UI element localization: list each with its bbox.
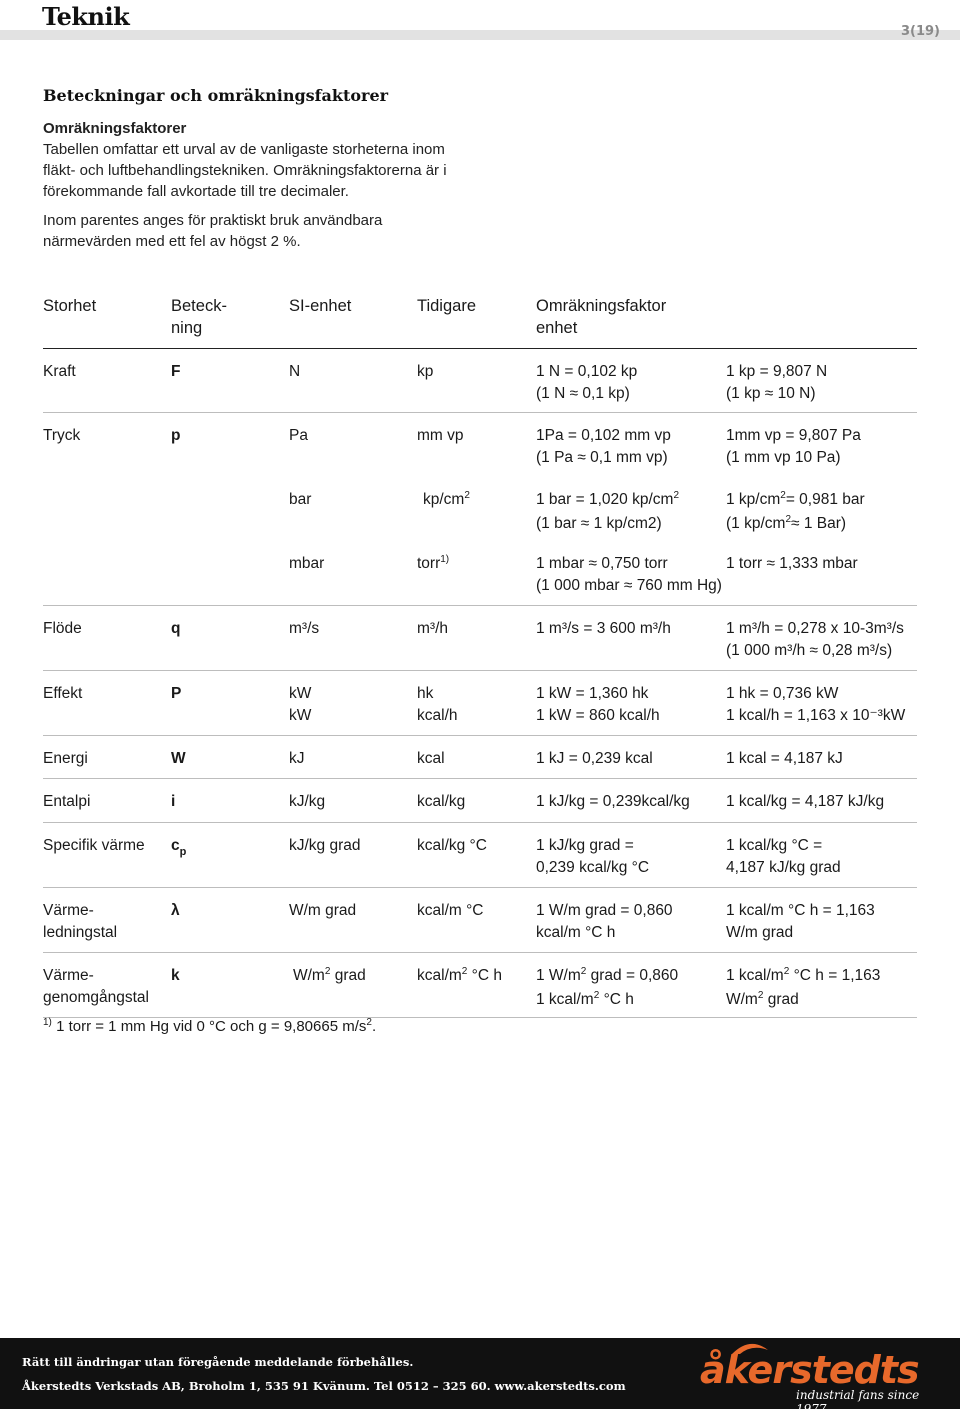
cell-factor-1 <box>536 965 678 1012</box>
unit-text: °C h <box>467 967 502 984</box>
factor-line: 1 N = 0,102 kp <box>536 363 638 380</box>
factor-line: 4,187 kJ/kg grad <box>726 858 841 876</box>
superscript: 2 <box>780 490 786 501</box>
header-omrakning <box>536 296 666 339</box>
unit-text: kp/cm <box>423 491 465 508</box>
cell-storhet <box>43 965 149 1008</box>
table-header <box>43 292 917 349</box>
factor-line: (1 bar ≈ 1 kp/cm2) <box>536 514 662 532</box>
cell-storhet: Energi <box>43 750 88 767</box>
cell-factor-1: 1 kJ = 0,239 kcal <box>536 750 653 767</box>
page-footer <box>0 1338 960 1416</box>
superscript: 2 <box>783 966 790 977</box>
cell-symbol: i <box>171 793 176 810</box>
cell-tidigare <box>417 683 458 726</box>
cell-symbol: k <box>171 967 180 984</box>
cell-symbol: λ <box>171 902 180 919</box>
cell-tidigare: kp <box>417 363 434 380</box>
factor-line <box>536 989 678 1013</box>
cell-si <box>289 683 311 726</box>
factor-line <box>726 965 880 989</box>
superscript: 2 <box>673 490 679 501</box>
factor-text: 1 bar = 1,020 kp/cm <box>536 491 674 508</box>
table-row <box>43 823 917 888</box>
superscript: 1) <box>440 554 450 565</box>
factor-line: (1 mm vp 10 Pa) <box>726 448 841 466</box>
page-number: 3(19) <box>900 24 940 39</box>
factor-text: 1 W/m <box>536 967 581 984</box>
cell-storhet: Entalpi <box>43 793 91 810</box>
superscript: 2 <box>464 490 470 501</box>
factor-line: 1 kW = 1,360 hk <box>536 685 649 702</box>
cell-symbol: F <box>171 363 181 380</box>
cell-factor-2 <box>726 618 904 661</box>
factor-text: 1 kcal/m <box>536 990 594 1008</box>
factor-line: (1 N ≈ 0,1 kp) <box>536 384 630 402</box>
factor-line: kcal/m °C h <box>536 923 616 941</box>
unit-line: kW <box>289 706 312 724</box>
superscript: 2 <box>757 989 764 1001</box>
header-beteckning-line2: ning <box>171 318 203 337</box>
subscript: p <box>179 846 187 858</box>
table-row <box>43 349 917 413</box>
intro-text <box>43 118 473 252</box>
header-bar <box>0 30 960 40</box>
header-omrakning-line2: enhet <box>536 318 578 337</box>
intro-subhead: Omräkningsfaktorer <box>43 120 187 137</box>
intro-paragraph-2: Inom parentes anges för praktiskt bruk användbara närmevärden med ett fel av högst 2 %. <box>43 212 383 250</box>
unit-line: kW <box>289 685 312 702</box>
storhet-line: ledningstal <box>43 923 118 941</box>
cell-tidigare: kcal/m °C <box>417 902 484 919</box>
factor-line: 1 kW = 860 kcal/h <box>536 706 660 724</box>
factor-line: 1 m³/h = 0,278 x 10-3m³/s <box>726 620 904 637</box>
cell-storhet: Kraft <box>43 363 76 380</box>
unit-text: torr <box>417 555 441 572</box>
cell-factor-2 <box>726 965 880 1012</box>
unit-text: kcal/m <box>417 967 462 984</box>
cell-tidigare: kcal <box>417 750 445 767</box>
factor-line: 1 mbar ≈ 0,750 torr <box>536 555 668 572</box>
cell-symbol: P <box>171 685 182 702</box>
factor-line: 1 kcal/m °C h = 1,163 <box>726 902 875 919</box>
superscript: 2 <box>324 966 331 977</box>
cell-factor-2 <box>726 361 827 404</box>
cell-storhet: Tryck <box>43 427 81 444</box>
conversion-table <box>43 292 917 1018</box>
factor-line: 1 W/m grad = 0,860 <box>536 902 673 919</box>
storhet-line: genomgångstal <box>43 988 149 1006</box>
cell-symbol <box>171 835 186 859</box>
footnote-text: 1 torr = 1 mm Hg vid 0 °C och g = 9,80665 m/s <box>51 1018 367 1035</box>
cell-si: kJ/kg <box>289 793 326 810</box>
footer-note: Rätt till ändringar utan föregående meddelande förbehålles. <box>22 1355 414 1369</box>
header-tidigare: Tidigare <box>417 297 476 315</box>
cell-si: kJ/kg grad <box>289 837 361 854</box>
factor-line: 1 torr ≈ 1,333 mbar <box>726 555 858 572</box>
factor-text: 1 kp/cm <box>726 491 781 508</box>
footnote <box>43 1018 376 1035</box>
cell-factor-2: 1 kcal/kg = 4,187 kJ/kg <box>726 793 885 810</box>
storhet-line: Värme- <box>43 967 94 984</box>
brand-title: Teknik <box>42 2 130 31</box>
header-beteckning-line1: Beteck- <box>171 297 227 315</box>
factor-line: 1 m³/s = 3 600 m³/h <box>536 620 671 637</box>
header-si-enhet: SI-enhet <box>289 297 352 315</box>
factor-text: 1 kcal/m <box>726 967 784 984</box>
superscript: 2 <box>461 966 468 977</box>
logo-wordmark: åkerstedts <box>700 1348 919 1392</box>
cell-factor-1 <box>536 553 722 596</box>
unit-line: hk <box>417 685 434 702</box>
table-row <box>43 671 917 736</box>
superscript: 2 <box>593 989 600 1001</box>
factor-line: (1 Pa ≈ 0,1 mm vp) <box>536 448 668 466</box>
factor-text: W/m <box>726 990 758 1008</box>
table-row <box>43 953 917 1018</box>
cell-tidigare: kcal/kg <box>417 793 466 810</box>
cell-factor-2 <box>726 425 861 468</box>
cell-factor-1 <box>536 835 649 878</box>
header-storhet: Storhet <box>43 297 97 315</box>
cell-factor-2 <box>726 489 865 536</box>
cell-symbol: p <box>171 427 181 444</box>
cell-storhet: Specifik värme <box>43 837 145 854</box>
factor-line: (1 kp ≈ 10 N) <box>726 384 816 402</box>
factor-text: = 0,981 bar <box>785 491 865 508</box>
cell-factor-2 <box>726 553 858 575</box>
footnote-marker: 1) <box>43 1017 52 1028</box>
table-row <box>43 606 917 671</box>
factor-line: 1 kcal/kg °C = <box>726 837 823 854</box>
cell-storhet: Effekt <box>43 685 83 702</box>
factor-text: grad = 0,860 <box>586 967 679 984</box>
cell-factor-1 <box>536 618 671 640</box>
symbol-text: c <box>171 837 180 854</box>
cell-si: m³/s <box>289 620 320 637</box>
cell-tidigare <box>417 965 502 989</box>
table-row <box>43 779 917 823</box>
cell-factor-2 <box>726 900 875 943</box>
intro-paragraph-1: Tabellen omfattar ett urval av de vanligaste storheterna inom fläkt- och luftbehandlingstekniken. Omräkningsfaktorerna är i förekommande fall avkortade till tre decimaler. <box>43 141 447 200</box>
footer-address: Åkerstedts Verkstads AB, Broholm 1, 535 91 Kvänum. Tel 0512 – 325 60. www.akerstedts.com <box>22 1379 626 1393</box>
cell-factor-1 <box>536 425 671 468</box>
cell-factor-2: 1 kcal = 4,187 kJ <box>726 750 843 767</box>
unit-text: W/m <box>293 967 325 984</box>
table-row <box>43 736 917 779</box>
factor-line: (1 000 mbar ≈ 760 mm Hg) <box>536 576 722 594</box>
cell-symbol: W <box>171 750 186 767</box>
cell-si: bar <box>289 491 312 508</box>
superscript: 2 <box>785 513 791 525</box>
factor-text: grad <box>763 990 799 1008</box>
unit-text: grad <box>330 967 366 984</box>
factor-line <box>536 965 678 989</box>
factor-line <box>726 489 865 513</box>
unit-line: kcal/h <box>417 706 458 724</box>
factor-line: 1 kcal/h = 1,163 x 10⁻³kW <box>726 706 906 724</box>
cell-si: Pa <box>289 427 308 444</box>
storhet-line: Värme- <box>43 902 94 919</box>
cell-storhet <box>43 900 117 943</box>
cell-factor-1 <box>536 489 679 534</box>
cell-factor-2 <box>726 683 905 726</box>
cell-storhet: Flöde <box>43 620 82 637</box>
cell-symbol: q <box>171 620 181 637</box>
factor-line: 1Pa = 0,102 mm vp <box>536 427 671 444</box>
table-row <box>43 413 917 606</box>
cell-si <box>293 965 366 989</box>
factor-line <box>536 489 679 513</box>
akerstedts-logo <box>700 1342 940 1416</box>
cell-tidigare: kcal/kg °C <box>417 837 487 854</box>
factor-text: °C h = 1,163 <box>789 967 881 984</box>
header-beteckning <box>171 296 227 339</box>
factor-line: 1 kp = 9,807 N <box>726 363 828 380</box>
cell-si: kJ <box>289 750 305 767</box>
cell-factor-2 <box>726 835 841 878</box>
factor-line: 1mm vp = 9,807 Pa <box>726 427 861 444</box>
superscript: 2 <box>580 966 587 977</box>
cell-tidigare: m³/h <box>417 620 448 637</box>
cell-factor-1 <box>536 900 673 943</box>
factor-line <box>726 513 865 537</box>
factor-line: 1 hk = 0,736 kW <box>726 685 839 702</box>
factor-line: 1 kJ/kg grad = <box>536 837 634 854</box>
cell-tidigare <box>423 489 470 513</box>
factor-line: (1 000 m³/h ≈ 0,28 m³/s) <box>726 641 893 659</box>
header-omrakning-line1: Omräkningsfaktor <box>536 297 667 315</box>
cell-si: mbar <box>289 555 325 572</box>
factor-text: ≈ 1 Bar) <box>791 514 847 532</box>
table-row <box>43 888 917 953</box>
cell-si: W/m grad <box>289 902 357 919</box>
factor-line <box>726 989 880 1013</box>
cell-factor-1: 1 kJ/kg = 0,239kcal/kg <box>536 793 690 810</box>
cell-factor-1 <box>536 361 637 404</box>
logo-tagline: industrial fans since 1977 <box>796 1388 920 1416</box>
cell-factor-1 <box>536 683 660 726</box>
footnote-end: . <box>371 1018 377 1035</box>
factor-line: W/m grad <box>726 923 794 941</box>
superscript: 2 <box>366 1017 372 1028</box>
section-heading: Beteckningar och omräkningsfaktorer <box>43 86 389 105</box>
cell-tidigare <box>417 553 449 577</box>
factor-line: 0,239 kcal/kg °C <box>536 858 650 876</box>
page-header <box>0 0 960 44</box>
factor-text: °C h <box>599 990 634 1008</box>
cell-si: N <box>289 363 301 380</box>
cell-tidigare: mm vp <box>417 427 464 444</box>
factor-text: (1 kp/cm <box>726 514 786 532</box>
